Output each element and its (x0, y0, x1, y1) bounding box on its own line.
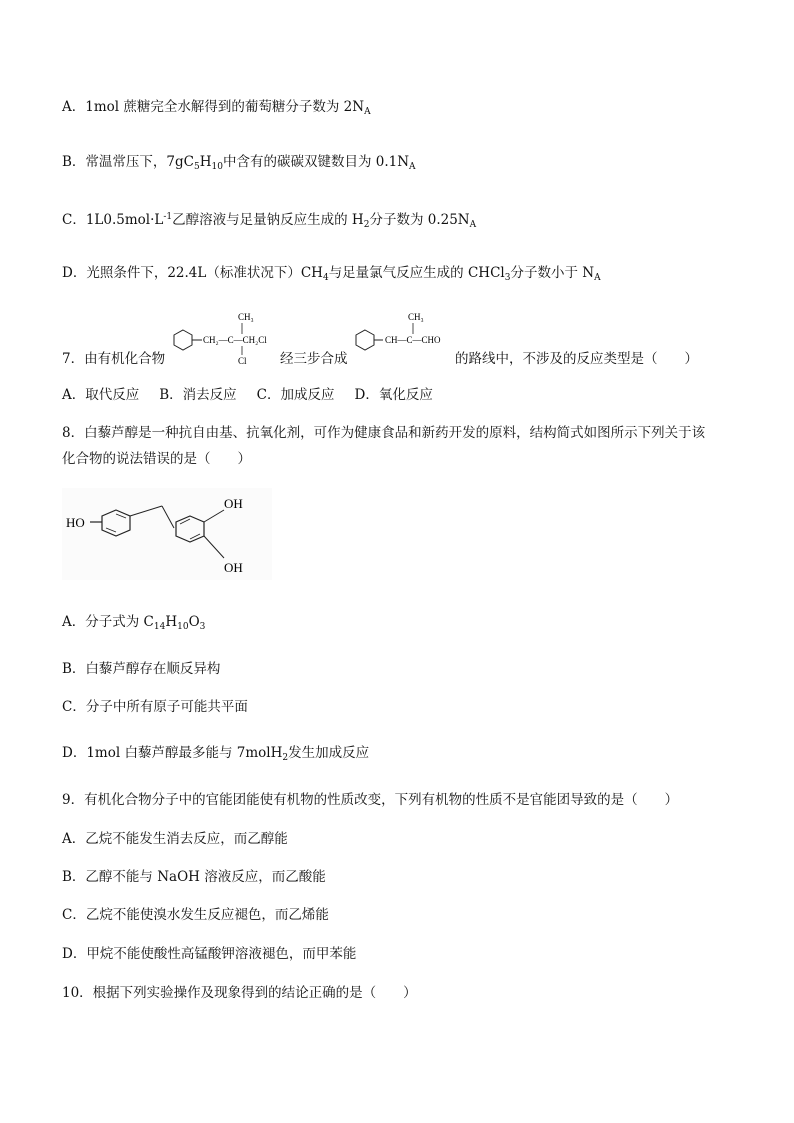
q5-option-d (62, 264, 601, 287)
q7-stem-part1: 7．由有机化合物 (62, 351, 166, 367)
q5-option-d-sub2: 3 (504, 273, 511, 283)
q7-stem-part3: 的路线中，不涉及的反应类型是（ ） (455, 351, 698, 367)
q5-option-a-text: A．1mol 蔗糖完全水解得到的葡萄糖分子数为 2N (62, 99, 365, 115)
q7-option-c: C．加成反应 (256, 387, 335, 403)
q5-option-d-mid: 与足量氯气反应生成的 CHCl (328, 265, 505, 281)
q8-option-d-sub: 2 (282, 753, 289, 763)
q8-option-a-sub3: 3 (199, 622, 206, 632)
q7-structure-1 (168, 308, 288, 366)
q9-option-d: D．甲烷不能使酸性高锰酸钾溶液褪色，而甲苯能 (62, 946, 357, 962)
q7-s2-top: CH₃ (408, 312, 424, 322)
q9-option-a: A．乙烷不能发生消去反应，而乙醇能 (62, 831, 288, 847)
q7-structure-2 (350, 308, 460, 358)
q9-option-c: C．乙烷不能使溴水发生反应褪色，而乙烯能 (62, 907, 329, 923)
q5-option-c-post: 分子数为 0.25N (369, 212, 470, 228)
q5-option-d-post: 分子数小于 N (510, 265, 595, 281)
q5-option-b (62, 153, 416, 176)
q5-option-d-text: D．光照条件下，22.4L（标准状况下）CH (62, 265, 323, 281)
q5-option-b-text: B．常温常压下，7gC (62, 154, 194, 170)
q8-option-a-mid: H (165, 614, 178, 630)
q8-struct-oh-top: OH (224, 496, 243, 511)
q7-s1-top: CH₃ (238, 312, 254, 322)
q8-struct-ho: HO (66, 515, 85, 530)
q5-option-c-mid: 乙醇溶液与足量钠反应生成的 H (172, 212, 364, 228)
q8-option-a-sub2: 10 (177, 622, 189, 632)
q8-option-a-mid2: O (188, 614, 200, 630)
q8-option-a-sub1: 14 (153, 622, 166, 632)
q7-s1-bottom: Cl (238, 356, 247, 366)
q8-option-a-text: A．分子式为 C (62, 614, 154, 630)
q8-option-c: C．分子中所有原子可能共平面 (62, 699, 248, 715)
q5-option-c-sub1: 2 (363, 220, 370, 230)
q5-option-c-sub2: A (469, 220, 477, 230)
q8-stem-line1: 8．白藜芦醇是一种抗自由基、抗氧化剂，可作为健康食品和新药开发的原料，结构简式如图所示下列关于该 (62, 425, 706, 441)
q8-option-a (62, 613, 205, 636)
q5-option-c-sup: -1 (163, 212, 173, 222)
q5-option-b-post: 中含有的碳碳双键数目为 0.1N (222, 154, 410, 170)
q8-option-d-text: D．1mol 白藜芦醇最多能与 7molH (62, 745, 283, 761)
q7-option-a: A．取代反应 (62, 387, 140, 403)
q7-option-d: D．氧化反应 (354, 387, 433, 403)
q7-option-b: B．消去反应 (159, 387, 237, 403)
q8-stem-line2: 化合物的说法错误的是（ ） (62, 451, 251, 467)
q10-stem: 10．根据下列实验操作及现象得到的结论正确的是（ ） (62, 985, 417, 1001)
q5-option-c-text: C．1L0.5mol·L (62, 212, 164, 228)
q5-option-b-sub2: 10 (211, 162, 223, 172)
q7-s2-chain: CH—C—CHO (385, 335, 441, 345)
q5-option-b-mid: H (199, 154, 212, 170)
q5-option-d-sub3: A (594, 273, 601, 283)
q7-options (62, 386, 453, 404)
benzene-ring-1 (174, 330, 192, 350)
q5-option-a (62, 98, 371, 121)
q7-s1-chain: CH₂—C—CH₂Cl (203, 335, 267, 345)
q8-option-d (62, 744, 369, 767)
q5-option-d-sub1: 4 (322, 273, 329, 283)
benzene-ring-2 (356, 330, 374, 350)
q9-option-b: B．乙醇不能与 NaOH 溶液反应，而乙酸能 (62, 869, 326, 885)
q7-stem-part2: 经三步合成 (280, 351, 348, 367)
q5-option-a-sub: A (364, 107, 371, 117)
q5-option-b-sub3: A (409, 162, 416, 172)
q5-option-c (62, 208, 476, 234)
q5-option-b-sub1: 5 (193, 162, 200, 172)
q8-structure (62, 488, 272, 580)
q9-stem: 9．有机化合物分子中的官能团能使有机物的性质改变，下列有机物的性质不是官能团导致的是（ ） (62, 792, 679, 808)
q8-option-d-post: 发生加成反应 (288, 745, 370, 761)
q8-option-b: B．白藜芦醇存在顺反异构 (62, 661, 221, 677)
q8-struct-oh-bottom: OH (224, 560, 243, 575)
